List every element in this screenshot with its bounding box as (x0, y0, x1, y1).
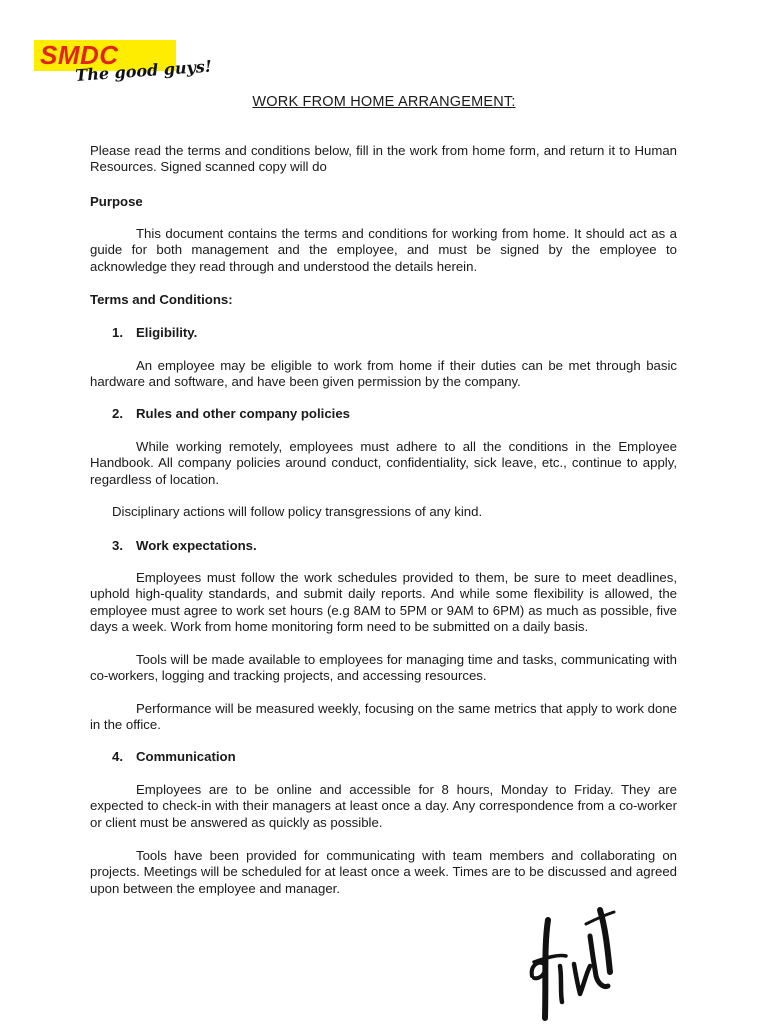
section-paragraph: Disciplinary actions will follow policy transgressions of any kind. (112, 504, 483, 519)
section-title: Communication (136, 749, 236, 764)
section-title: Rules and other company policies (136, 406, 350, 421)
section-title: Work expectations. (136, 538, 257, 553)
company-logo (34, 40, 213, 96)
section-heading-rules (112, 406, 350, 421)
terms-heading: Terms and Conditions: (90, 292, 233, 307)
section-paragraph: Employees must follow the work schedules provided to them, be sure to meet deadlines, uphold high-quality standards, and submit daily reports. And while some flexibility is allowed, the employee must agree to work set hours (e.g 8AM to 5PM or 9AM to 6PM) as much as possible, five days a week. Work from home monitoring form need to be submitted on a daily basis. (90, 570, 677, 634)
purpose-paragraph: This document contains the terms and conditions for working from home. It should act as a guide for both management and the employee, and must be signed by the employee to acknowledge they read through and understood the details herein. (90, 226, 677, 274)
section-paragraph: Performance will be measured weekly, focusing on the same metrics that apply to work done in the office. (90, 701, 677, 733)
section-paragraph: An employee may be eligible to work from home if their duties can be met through basic hardware and software, and have been given permission by the company. (90, 358, 677, 390)
section-heading-eligibility (112, 325, 197, 340)
section-title: Eligibility. (136, 325, 198, 340)
section-number: 4. (112, 749, 123, 764)
section-number: 3. (112, 538, 123, 553)
purpose-heading: Purpose (90, 194, 143, 209)
section-number: 2. (112, 406, 123, 421)
section-number: 1. (112, 325, 123, 340)
intro-paragraph: Please read the terms and conditions below, fill in the work from home form, and return it to Human Resources. Signed scanned copy will do (90, 143, 677, 175)
section-paragraph: While working remotely, employees must adhere to all the conditions in the Employee Handbook. All company policies around conduct, confidentiality, sick leave, etc., continue to apply, regardless of location. (90, 439, 677, 487)
logo-tagline: The good guys! (74, 56, 213, 85)
section-heading-communication (112, 749, 236, 764)
page-title: WORK FROM HOME ARRANGEMENT: (252, 94, 516, 110)
section-paragraph: Employees are to be online and accessible for 8 hours, Monday to Friday. They are expected to check-in with their managers at least once a day. Any correspondence from a co-worker or client must be answered as quickly as possible. (90, 782, 677, 830)
section-heading-work-expectations (112, 538, 257, 553)
section-paragraph: Tools will be made available to employees for managing time and tasks, communicating with co-workers, logging and tracking projects, and accessing resources. (90, 652, 677, 684)
section-paragraph: Tools have been provided for communicating with team members and collaborating on projects. Meetings will be scheduled for at least once a week. Times are to be discussed and agreed upon between the employee and manager. (90, 848, 677, 896)
logo-brand: SMDC (40, 40, 119, 70)
signature (526, 906, 624, 1024)
